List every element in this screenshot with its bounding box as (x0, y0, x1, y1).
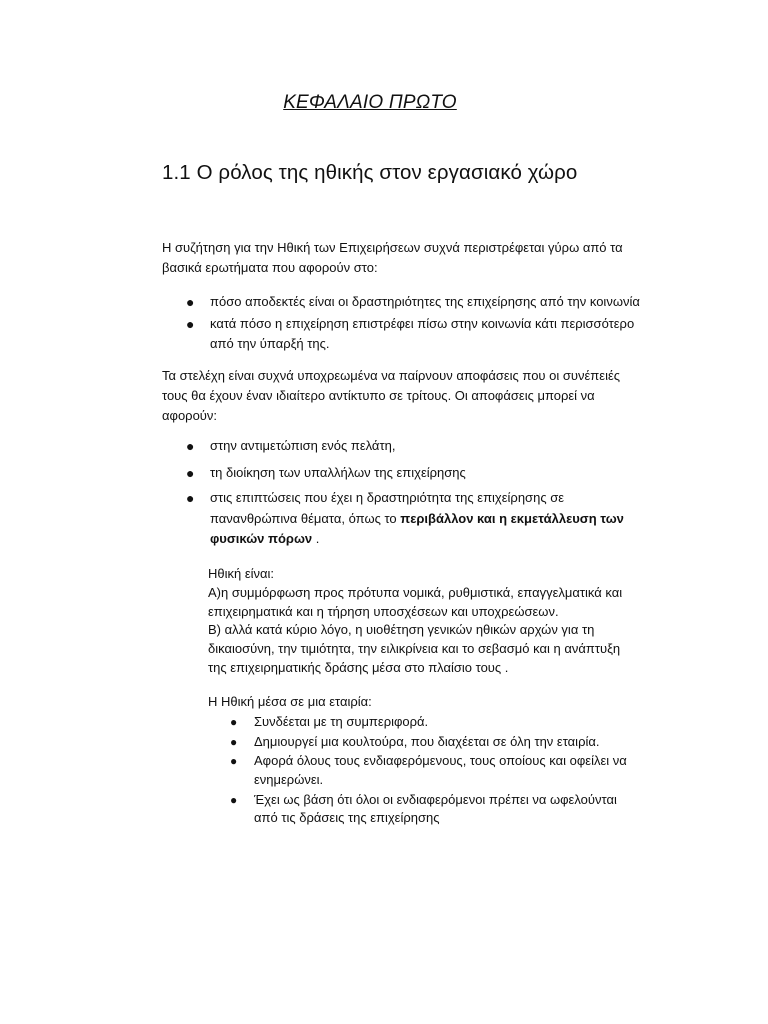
bullet-icon: ● (186, 315, 195, 332)
list-item-text: ενημερώνει. (254, 771, 324, 787)
ethics-line: Α)η συμμόρφωση προς πρότυπα νομικά, ρυθμιστικά, επαγγελματικά και (208, 584, 623, 600)
list-item (186, 463, 624, 484)
bullet-icon: ● (186, 438, 195, 454)
list-item (186, 488, 624, 550)
section-title: 1.1 Ο ρόλος της ηθικής στον εργασιακό χώρο (162, 161, 578, 184)
bullet-icon: ● (186, 294, 195, 310)
list-item-text (210, 509, 624, 530)
list-item-text: Έχει ως βάση ότι όλοι οι ενδιαφερόμενοι πρέπει να ωφελούνται (254, 791, 617, 807)
list-item-text: στην αντιμετώπιση ενός πελάτη, (210, 438, 396, 453)
paragraph-line: τους θα έχουν έναν ιδιαίτερο αντίκτυπο σε τρίτους. Οι αποφάσεις μπορεί να (162, 388, 595, 403)
list-item-text (210, 529, 624, 550)
bullet-icon: ● (230, 754, 238, 769)
list-item-text: από τις δράσεις της επιχείρησης (254, 810, 440, 826)
list-item-text: από την ύπαρξή της. (210, 336, 330, 351)
list-item (186, 314, 640, 355)
chapter-title: ΚΕΦΑΛΑΙΟ ΠΡΩΤΟ (283, 92, 457, 113)
list-item-text: Συνδέεται με τη συμπεριφορά. (254, 714, 429, 729)
company-ethics-heading: Η Ηθική μέσα σε μια εταιρία: (208, 694, 372, 709)
intro-line: βασικά ερωτήματα που αφορούν στο: (162, 260, 378, 275)
intro-paragraph (162, 238, 642, 278)
bullet-icon: ● (230, 734, 238, 749)
ethics-line: Β) αλλά κατά κύριο λόγο, η υιοθέτηση γενικών ηθικών αρχών για τη (208, 622, 595, 638)
list-item-text: κατά πόσο η επιχείρηση επιστρέφει πίσω στην κοινωνία κάτι περισσότερο (210, 315, 635, 331)
ethics-definition (208, 565, 653, 678)
questions-list (186, 292, 640, 355)
ethics-heading: Ηθική είναι: (208, 566, 275, 581)
list-item-text: Δημιουργεί μια κουλτούρα, που διαχέεται σε όλη την εταιρία. (254, 733, 600, 749)
bullet-icon: ● (186, 490, 195, 506)
list-item-text: Αφορά όλους τους ενδιαφερόμενους, τους οποίους και οφείλει να (254, 753, 627, 769)
company-ethics-list (230, 713, 650, 829)
list-item-text: πόσο αποδεκτές είναι οι δραστηριότητες της επιχείρησης από την κοινωνία (210, 294, 640, 309)
decisions-list (186, 436, 624, 550)
list-item (230, 733, 650, 752)
list-item (230, 752, 650, 790)
bullet-icon: ● (230, 715, 238, 729)
ethics-line: δικαιοσύνη, την τιμιότητα, την ειλικρίνεια και το σεβασμό και η ανάπτυξη (208, 641, 621, 657)
list-item (186, 436, 624, 457)
intro-line: Η συζήτηση για την Ηθική των Επιχειρήσεων συχνά περιστρέφεται γύρω από τα (162, 240, 623, 255)
bold-text: περιβάλλον και η εκμετάλλευση των (400, 510, 624, 526)
list-item-text: στις επιπτώσεις που έχει η δραστηριότητα της επιχείρησης σε (210, 490, 565, 505)
list-item (186, 292, 640, 313)
plain-text: . (312, 531, 320, 546)
bold-text: φυσικών πόρων (210, 531, 313, 546)
executives-paragraph (162, 366, 642, 426)
plain-text: πανανθρώπινα θέματα, όπως το (210, 510, 401, 526)
paragraph-line: Τα στελέχη είναι συχνά υποχρεωμένα να παίρνουν αποφάσεις που οι συνέπειές (162, 368, 621, 383)
bullet-icon: ● (186, 464, 195, 481)
ethics-line: επιχειρηματικά και η τήρηση υποσχέσεων και υποχρεώσεων. (208, 603, 559, 619)
ethics-line: της επιχειρηματικής δράσης μέσα στο πλαίσιο τους . (208, 659, 509, 675)
list-item (230, 791, 650, 829)
list-item-text: τη διοίκηση των υπαλλήλων της επιχείρησης (210, 464, 466, 480)
paragraph-line: αφορούν: (162, 408, 218, 423)
bullet-icon: ● (230, 792, 238, 807)
list-item (230, 713, 650, 732)
